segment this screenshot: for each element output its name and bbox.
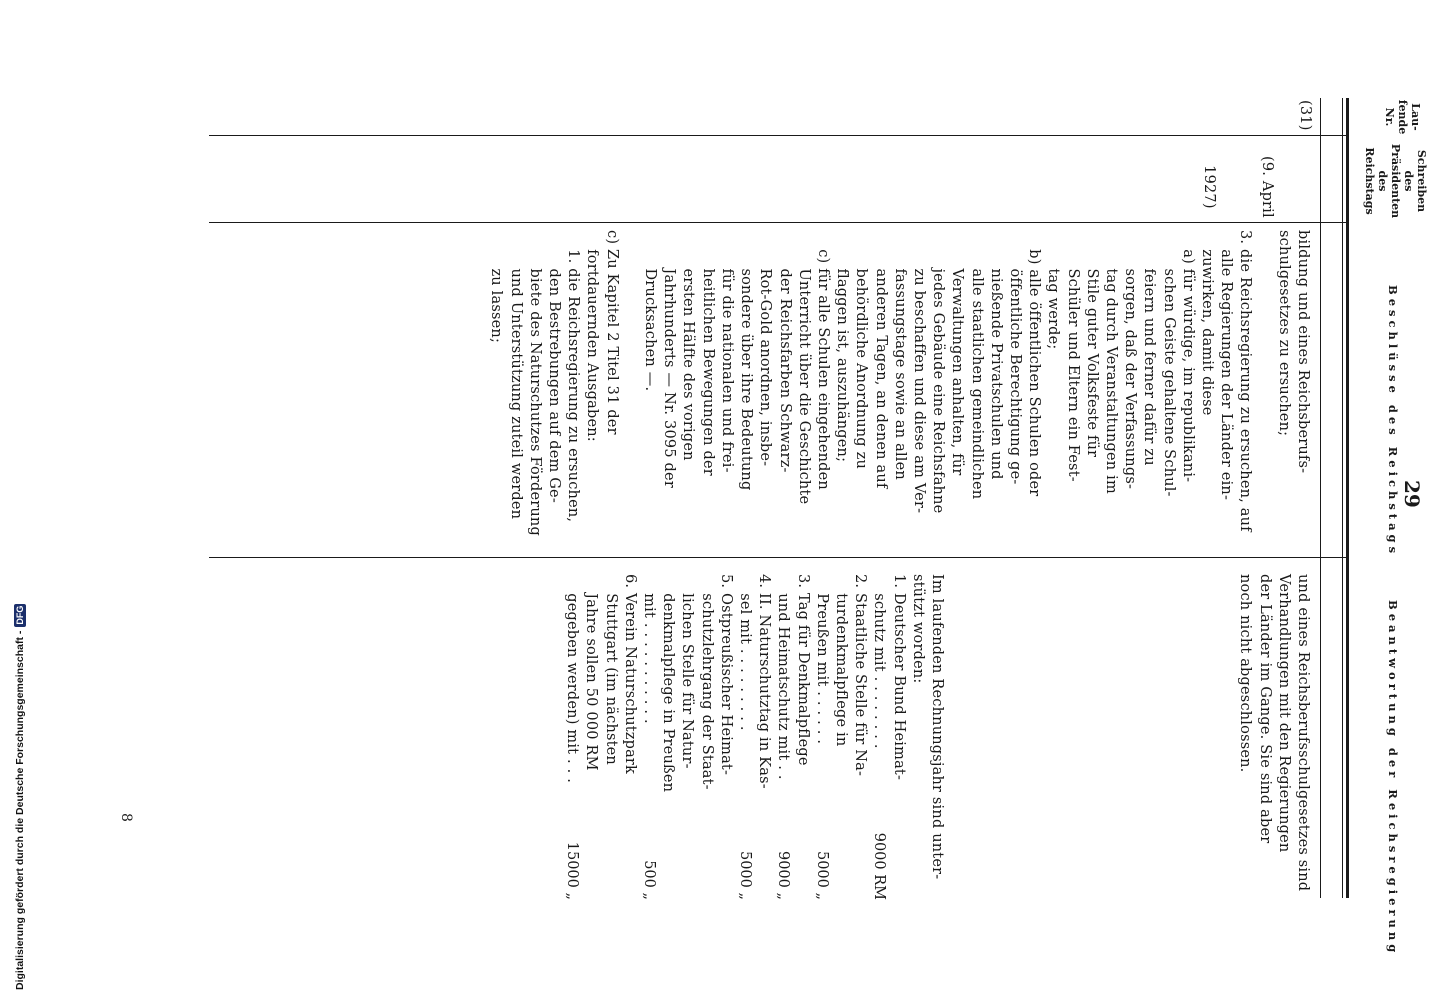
beschluesse-line: tag durch Veranstaltungen im	[1102, 230, 1119, 494]
beschluesse-line: der Reichsfarben Schwarz-	[776, 230, 793, 473]
beantwortung-line: stützt worden:	[909, 574, 926, 684]
beschluesse-line	[1254, 230, 1273, 536]
beschluesse-line: jedes Gebäude eine Reichsfahne	[930, 230, 947, 514]
beschluesse-line: ersten Hälfte des vorigen	[680, 230, 697, 461]
beantwortung-line: Preußen mit . . . . . .	[813, 574, 830, 745]
beschluesse-line: Drucksachen —.	[642, 230, 659, 392]
amount-value: 9000 RM	[871, 832, 888, 900]
page-number: 29	[1400, 480, 1424, 508]
beantwortung-line: 2. Staatliche Stelle für Na-	[852, 574, 869, 777]
beschluesse-line: feiern und ferner dafür zu	[1141, 230, 1158, 466]
beantwortung-line: Verhandlungen mit den Regierungen	[1275, 574, 1292, 853]
beantwortung-line: 1. Deutscher Bund Heimat-	[890, 574, 907, 781]
header-beantwortung: Beantwortung der Reichsregierung	[1386, 600, 1400, 957]
beschluesse-line: 1. die Reichsregierung zu ersuchen,	[565, 230, 582, 523]
beschluesse-line: zuwirken, damit diese	[1198, 230, 1215, 416]
beantwortung-line: sel mit . . . . . . . . .	[736, 574, 753, 731]
beantwortung-line: 4. II. Naturschutztag in Kas-	[756, 574, 773, 789]
table-top-rule	[1346, 98, 1349, 898]
beschluesse-line: alle Regierungen der Länder ein-	[1218, 230, 1235, 501]
beschluesse-line: c) Zu Kapitel 2 Titel 31 der	[603, 230, 620, 435]
beschluesse-line: heitlichen Bewegungen der	[699, 230, 716, 476]
beschluesse-line: den Bestrebungen auf dem Ge-	[546, 230, 563, 503]
header-beschluesse: Beschlüsse des Reichstags	[1386, 285, 1400, 558]
dfg-logo-icon: DFG	[15, 605, 25, 625]
amount-value: 5000 „	[813, 850, 830, 900]
footer-signature-mark: 8	[118, 813, 134, 822]
beschluesse-line: für die nationalen und frei-	[718, 230, 735, 473]
beschluesse-line: Rot-Gold anordnen, insbe-	[757, 230, 774, 467]
beschluesse-line: bildung und eines Reichsberufs-	[1295, 230, 1311, 474]
beantwortung-line: gegeben werden) mit . . .	[564, 574, 581, 784]
beantwortung-line: noch nicht abgeschlossen.	[1237, 574, 1254, 773]
beschluesse-line: Jahrhunderts — Nr. 3095 der	[661, 230, 678, 488]
dfg-credit-text: Digitalisierung gefördert durch die Deutsche Forschungsgemeinschaft -	[14, 630, 26, 990]
header-schreiben: Schreiben des Präsidenten des Reichstags	[1363, 143, 1428, 219]
header-bottom-rule	[1320, 98, 1321, 898]
column-divider-beschluesse	[209, 557, 1349, 558]
beschluesse-line: anderen Tagen, an denen auf	[872, 230, 889, 489]
beschluesse-line: fassungstage sowie an allen	[891, 230, 908, 480]
beschluesse-line: und Unterstützung zuteil werden	[507, 230, 524, 520]
beantwortung-line: der Länder im Gange. Sie sind aber	[1256, 574, 1273, 844]
beantwortung-line: turdenkmalpflege in	[832, 574, 849, 747]
table-top-rule-thin	[1342, 98, 1343, 898]
beschluesse-line: zu lassen;	[488, 230, 505, 344]
amount-value: 500 „	[641, 860, 657, 900]
beantwortung-line: Im laufenden Rechnungsjahr sind unter-	[929, 574, 945, 880]
row-date: (9. April 1927)	[1200, 156, 1275, 218]
beantwortung-line: 3. Tag für Denkmalpflege	[794, 574, 811, 766]
beschluesse-line	[621, 230, 640, 536]
beschluesse-line: fortdauernden Ausgaben:	[584, 230, 601, 442]
header-laufende-nr: Lau- fende Nr.	[1383, 99, 1422, 135]
column-divider-nr	[209, 135, 1349, 136]
beschluesse-line: flaggen ist, auszuhängen;	[834, 230, 851, 463]
row-number: (31)	[1297, 100, 1313, 131]
beantwortung-line: 5. Ostpreußischer Heimat-	[717, 574, 734, 776]
beschluesse-line: biete des Naturschutzes Förderung	[526, 230, 543, 536]
beantwortung-line: schutzlehrgang der Staat-	[698, 574, 715, 790]
beschluesse-line: a) für würdige, im republikani-	[1179, 230, 1196, 483]
dfg-credit-line	[14, 604, 26, 990]
beschluesse-line: sondere über ihre Bedeutung	[738, 230, 755, 491]
beschluesse-line: zu beschaffen und diese am Ver-	[910, 230, 927, 514]
beantwortung-line: Stuttgart (im nächsten	[602, 574, 619, 765]
beschluesse-line: b) alle öffentlichen Schulen oder	[1026, 230, 1043, 497]
beschluesse-line: Unterricht über die Geschichte	[795, 230, 812, 505]
beantwortung-line: Jahre sollen 50 000 RM	[583, 574, 600, 771]
beschluesse-line: schulgesetzes zu ersuchen;	[1275, 230, 1292, 437]
beschluesse-line: öffentliche Berechtigung ge-	[1006, 230, 1023, 485]
beantwortung-upper-text	[1235, 574, 1312, 891]
beantwortung-line: und Heimatschutz mit . .	[775, 574, 792, 780]
beschluesse-line: Stile guter Volksfeste für	[1083, 230, 1100, 458]
beschluesse-line: nießende Privatschulen und	[987, 230, 1004, 480]
beantwortung-line: schutz mit . . . . . . . .	[871, 574, 888, 749]
beantwortung-line: und eines Reichsberufsschulgesetzes sind	[1295, 574, 1311, 892]
beschluesse-line: alle staatlichen gemeindlichen	[968, 230, 985, 500]
amount-value: 15000 „	[564, 841, 581, 900]
beschluesse-line: tag werde;	[1045, 230, 1062, 350]
beantwortung-line: lichen Stelle für Natur-	[679, 574, 696, 769]
beantwortung-line: denkmalpflege in Preußen	[660, 574, 677, 793]
beschluesse-line: schen Geiste gehaltene Schul-	[1160, 230, 1177, 497]
beschluesse-line: behördliche Anordnung zu	[853, 230, 870, 469]
beschluesse-line: Schüler und Eltern ein Fest-	[1064, 230, 1081, 482]
amount-value: 9000 „	[775, 850, 792, 900]
beschluesse-line: sorgen, daß der Verfassungs-	[1122, 230, 1139, 490]
amount-value: 5000 „	[737, 850, 753, 900]
beschluesse-line: Verwaltungen anhalten, für	[949, 230, 966, 476]
beantwortung-line: 6. Verein Naturschutzpark	[621, 574, 638, 775]
beschluesse-text	[486, 230, 1312, 536]
beschluesse-line: c) für alle Schulen eingehenden	[814, 230, 831, 490]
beschluesse-line: 3. die Reichsregierung zu ersuchen, auf	[1237, 230, 1254, 532]
column-divider-date	[209, 222, 1349, 223]
beantwortung-line: mit . . . . . . . . . . .	[640, 574, 657, 724]
